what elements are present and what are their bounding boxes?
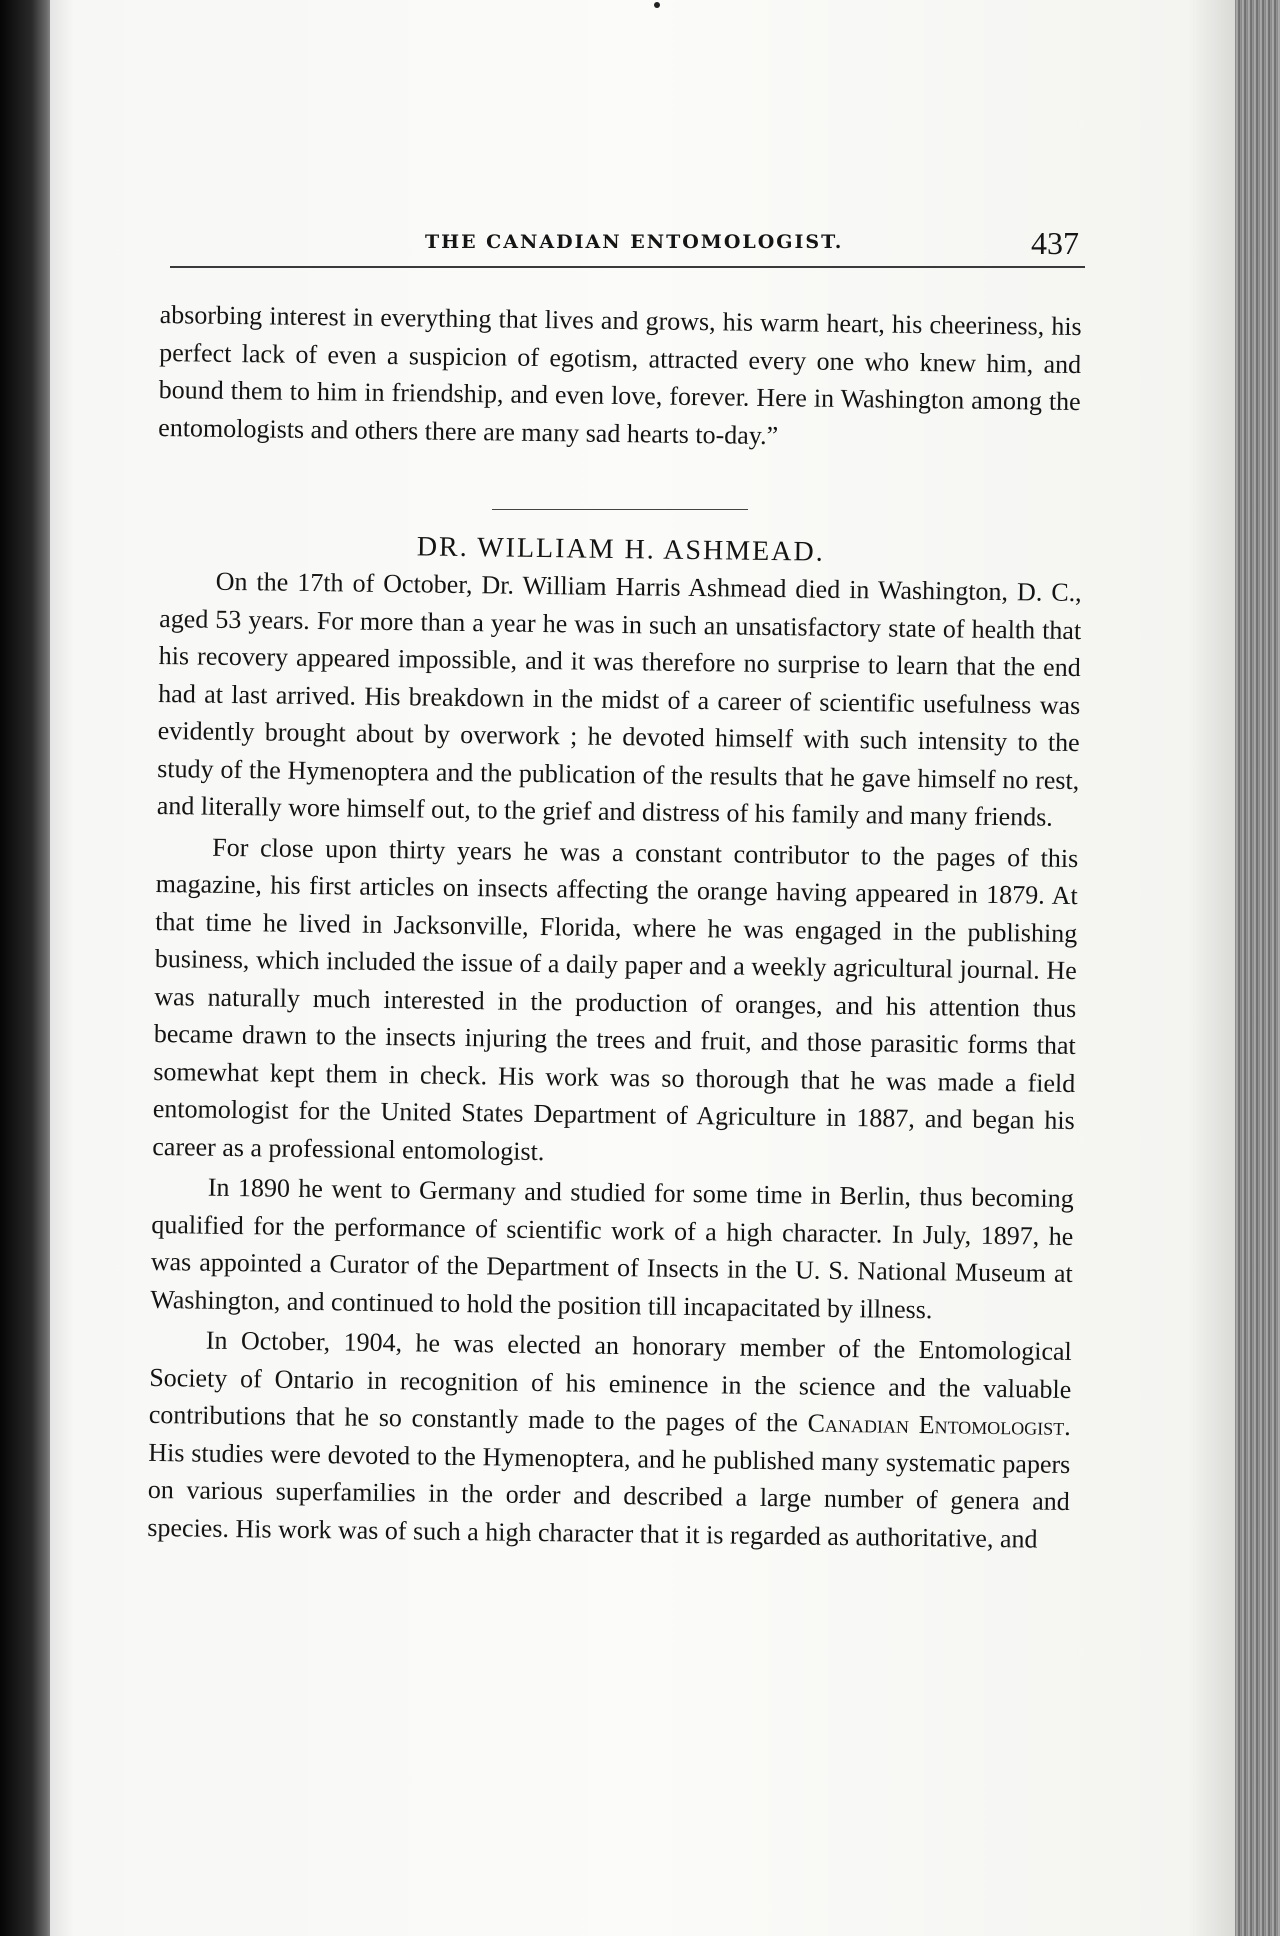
article-title: DR. WILLIAM H. ASHMEAD. — [416, 531, 825, 568]
page-number: 437 — [1031, 225, 1079, 261]
paragraph-text: In October, 1904, he was elected an honorary member of the Entomological Society of Ontario in recognition of his eminence in the science and the valuable contributions that he so constantly made to the pages of the — [148, 1325, 1072, 1438]
paragraph: On the 17th of October, Dr. William Harris Ashmead died in Washington, D. C., aged 53 years. For more than a year he was in such an unsatisfactory state of health that his recovery appeared impossible, and it was therefore no surprise to learn that the end had at last arrived. His breakdown in the midst of a career of scientific usefulness was evidently brought about by overwork ; he devoted himself with such intensity to the study of the Hymenoptera and the publication of the results that he gave himself no rest, and literally wore himself out, to the grief and distress of his family and many friends. — [156, 566, 1082, 832]
paragraph: absorbing interest in everything that lives and grows, his warm heart, his cheeriness, his perfect lack of even a suspicion of egotism, attracted every one who knew him, and bound them to him in friendship, and even love, forever. Here in Washington among the entomologists and others there are many sad hearts to-day.” — [158, 299, 1082, 450]
paragraph — [147, 1321, 1072, 1558]
running-title: THE CANADIAN ENTOMOLOGIST. — [425, 231, 844, 253]
ink-speck — [654, 2, 660, 8]
journal-name: Canadian Entomologist — [807, 1408, 1065, 1441]
paragraph: In 1890 he went to Germany and studied for some time in Berlin, thus becoming qualified for the performance of scientific work of a high character. In July, 1897, he was appointed a Curator of the Department of Insects in the U. S. National Museum at Washington, and continued to hold the position till incapacitated by illness. — [150, 1172, 1074, 1324]
section-divider — [492, 509, 748, 510]
page-edges — [1235, 0, 1280, 1936]
paragraph: For close upon thirty years he was a constant contributor to the pages of this magazine, his first articles on insects affecting the orange having appeared in 1879. At that time he lived in Jacksonville, Florida, where he was engaged in the publishing business, which included the issue of a daily paper and a weekly agricultural journal. He was naturally much interested in the production of oranges, and his attention thus became drawn to the insects injuring the trees and fruit, and those parasitic forms that somewhat kept them in check. His work was so thorough that he was made a field entomologist for the United States Department of Agriculture in 1887, and began his career as a professional entomologist. — [152, 832, 1079, 1166]
paragraph-text: . His studies were devoted to the Hymenoptera, and he published many systematic papers on various superfamilies in the order and described a large number of genera and species. His work was of such a high character that it is regarded as authoritative, and — [147, 1411, 1071, 1554]
article-body — [147, 562, 1082, 1561]
header-rule — [170, 266, 1085, 268]
continuation-paragraph — [158, 296, 1082, 461]
running-header — [165, 225, 1085, 265]
